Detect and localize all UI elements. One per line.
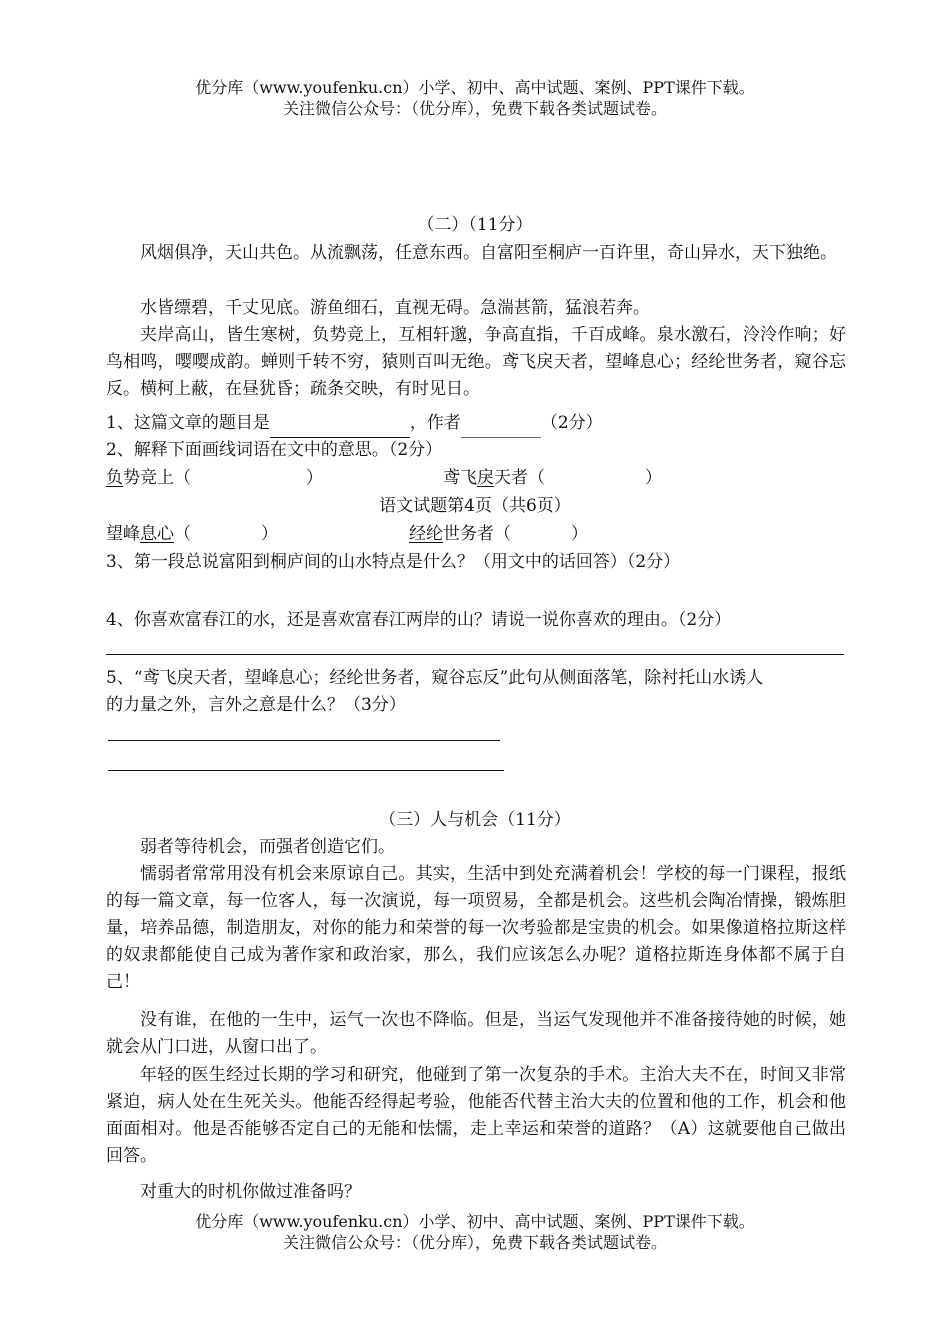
question-5-answer-line-1[interactable] [108, 740, 500, 741]
term-3-underlined: 息心 [140, 524, 174, 544]
page-marker: 语文试题第4页（共6页） [379, 496, 571, 516]
question-3: 3、第一段总说富阳到桐庐间的山水特点是什么？（用文中的话回答）（2分） [106, 552, 681, 572]
footer-line-2: 关注微信公众号：（优分库），免费下载各类试题试卷。 [282, 1233, 667, 1252]
section-3-paragraph-3: 没有谁，在他的一生中，运气一次也不降临。但是，当运气发现他并不准备接待她的时候，她就会从门口进，从窗口出了。 [106, 1010, 846, 1057]
footer-line-1: 优分库（www.youfenku.cn）小学、初中、高中试题、案例、PPT课件下载。 [195, 1212, 755, 1231]
author-answer-blank[interactable] [461, 410, 541, 438]
term-4 [409, 521, 588, 548]
question-5-line-2: 的力量之外，言外之意是什么？（3分） [106, 695, 406, 715]
term-1-close: ） [306, 468, 323, 488]
question-5-line-1: 5、“鸢飞戾天者，望峰息心；经纶世务者，窥谷忘反”此句从侧面落笔，除衬托山水诱人 [106, 668, 764, 688]
question-1-text-b: ，作者 [409, 413, 461, 433]
term-1-underlined: 负 [106, 468, 123, 488]
header-line-2: 关注微信公众号：（优分库），免费下载各类试题试卷。 [282, 99, 667, 118]
term-2 [443, 465, 662, 492]
term-2-close: ） [645, 468, 662, 488]
term-1 [106, 465, 323, 492]
question-1-text-a: 1、这篇文章的题目是 [106, 413, 270, 433]
section-3-paragraph-2: 懦弱者常常用没有机会来原谅自己。其实，生活中到处充满着机会！学校的每一门课程，报纸的每一篇文章，每一位客人，每一次演说，每一项贸易，全都是机会。这些机会陶冶情操，锻炼胆量，培养品德，制造朋友，对你的能力和荣誉的每一次考验都是宝贵的机会。如果像道格拉斯这样的奴隶都能使自己成为著作家和政治家，那么，我们应该怎么办呢？道格拉斯连身体都不属于自己！ [106, 864, 846, 992]
term-3-pre: 望峰 [106, 524, 140, 544]
term-2-pre: 鸢飞 [443, 468, 477, 488]
section-3-title: （三）人与机会（11分） [379, 810, 571, 830]
header-line-1: 优分库（www.youfenku.cn）小学、初中、高中试题、案例、PPT课件下载。 [195, 78, 755, 97]
term-4-underlined: 经纶 [409, 524, 443, 544]
question-4-answer-line[interactable] [106, 654, 844, 655]
section-3-paragraph-1: 弱者等待机会，而强者创造它们。 [140, 837, 395, 857]
term-2-underlined: 戾 [477, 468, 494, 488]
section-2-paragraph-3: 夹岸高山，皆生寒树，负势竞上，互相轩邈，争高直指，千百成峰。泉水激石，泠泠作响；好鸟相鸣，嘤嘤成韵。蝉则千转不穷，猿则百叫无绝。鸢飞戾天者，望峰息心；经纶世务者，窥谷忘反。横柯上蔽，在昼犹昏；疏条交映，有时见日。 [106, 325, 846, 399]
term-4-close: ） [571, 524, 588, 544]
term-1-rest: 势竞上（ [123, 468, 191, 488]
term-2-rest: 天者（ [494, 468, 545, 488]
section-3-paragraph-4: 年轻的医生经过长期的学习和研究，他碰到了第一次复杂的手术。主治大夫不在，时间又非常紧迫，病人处在生死关头。他能否经得起考验，他能否代替主治大夫的位置和他的工作，机会和他面面相对。他是否能够否定自己的无能和怯懦，走上幸运和荣誉的道路？（A）这就要他自己做出回答。 [106, 1065, 846, 1166]
term-3-close: ） [261, 524, 278, 544]
section-3-paragraph-5: 对重大的时机你做过准备吗？ [140, 1182, 361, 1202]
title-answer-blank[interactable] [270, 410, 410, 438]
section-2-paragraph-2: 水皆缥碧，千丈见底。游鱼细石，直视无碍。急湍甚箭，猛浪若奔。 [140, 298, 650, 318]
question-5-answer-line-2[interactable] [108, 770, 504, 771]
question-1 [106, 410, 603, 438]
section-2-title: （二）（11分） [417, 215, 533, 235]
term-3-rest: （ [174, 524, 191, 544]
question-2: 2、解释下面画线词语在文中的意思。（2分） [106, 440, 443, 460]
term-4-rest: 世务者（ [443, 524, 511, 544]
question-1-text-c: （2分） [540, 413, 603, 433]
term-3 [106, 521, 278, 548]
question-4: 4、你喜欢富春江的水，还是喜欢富春江两岸的山？请说一说你喜欢的理由。（2分） [106, 610, 732, 630]
section-2-paragraph-1: 风烟俱净，天山共色。从流飘荡，任意东西。自富阳至桐庐一百许里，奇山异水，天下独绝。 [140, 243, 837, 263]
